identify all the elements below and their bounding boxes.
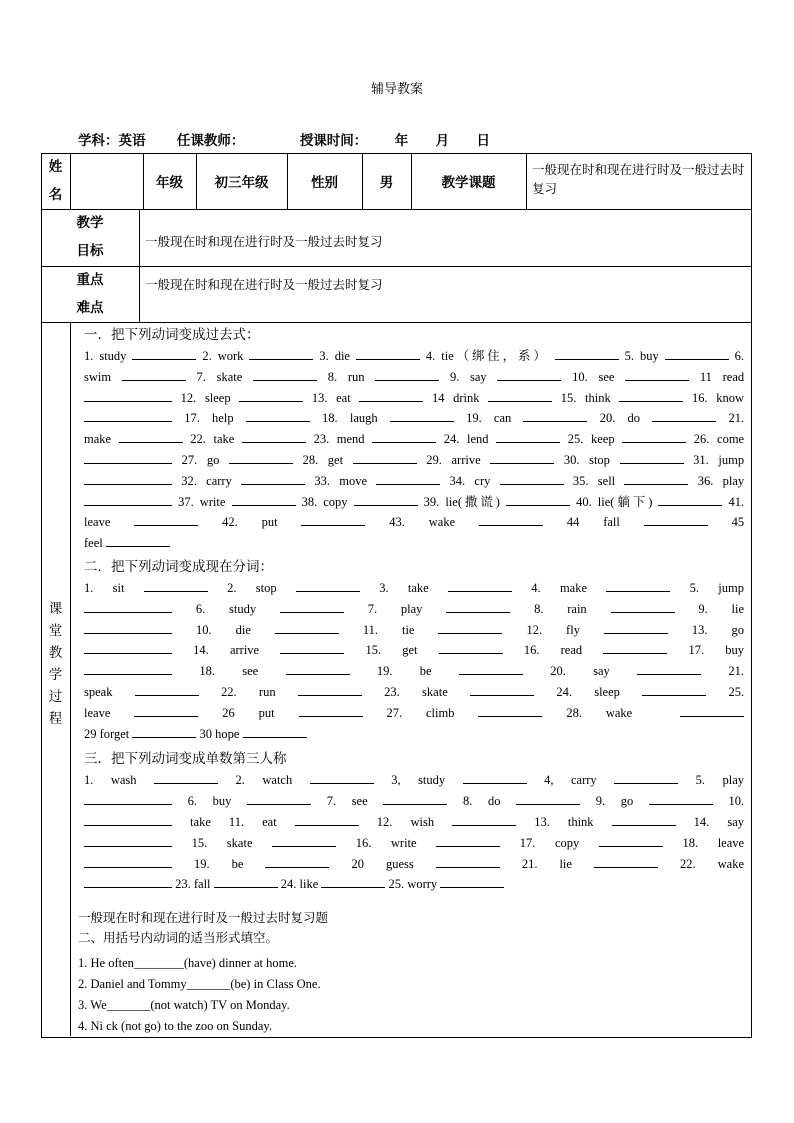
answer-blank[interactable] xyxy=(665,347,729,360)
answer-blank[interactable] xyxy=(122,368,186,381)
word-item: 23. skate xyxy=(384,684,448,699)
word-item: 12. fly xyxy=(526,622,580,637)
answer-blank[interactable] xyxy=(84,641,172,654)
answer-blank[interactable] xyxy=(624,472,688,485)
answer-blank[interactable] xyxy=(680,704,744,717)
table-divider xyxy=(41,266,751,267)
answer-blank[interactable] xyxy=(154,771,218,784)
word-item: 14. say xyxy=(693,814,744,829)
answer-blank[interactable] xyxy=(376,472,440,485)
answer-blank[interactable] xyxy=(611,600,675,613)
answer-blank[interactable] xyxy=(135,683,199,696)
answer-blank[interactable] xyxy=(463,771,527,784)
word-line xyxy=(84,346,744,367)
word-item: 21. xyxy=(728,411,744,426)
table-divider xyxy=(41,209,751,210)
word-item: 18. laugh xyxy=(322,411,378,426)
word-item: 13. eat xyxy=(311,390,351,405)
word-item: 2. watch xyxy=(235,773,293,788)
answer-blank[interactable] xyxy=(438,621,502,634)
word-item: 29 forget xyxy=(84,726,130,741)
answer-blank[interactable] xyxy=(555,347,619,360)
word-line xyxy=(84,492,744,513)
word-item: leave xyxy=(84,705,111,720)
word-item: 32. carry xyxy=(181,473,232,488)
answer-blank[interactable] xyxy=(436,834,500,847)
word-item: 22. run xyxy=(221,684,276,699)
answer-blank[interactable] xyxy=(84,855,172,868)
answer-blank[interactable] xyxy=(242,430,306,443)
answer-blank[interactable] xyxy=(353,451,417,464)
answer-blank[interactable] xyxy=(321,875,385,888)
word-item: 6. study xyxy=(195,601,257,616)
answer-blank[interactable] xyxy=(84,662,172,675)
answer-blank[interactable] xyxy=(144,579,208,592)
word-line xyxy=(84,512,744,533)
table-divider xyxy=(526,153,527,209)
teacher-label: 任课教师： xyxy=(176,133,245,149)
answer-blank[interactable] xyxy=(265,855,329,868)
answer-blank[interactable] xyxy=(134,704,198,717)
word-item: 26 put xyxy=(222,705,275,720)
answer-blank[interactable] xyxy=(280,641,344,654)
answer-blank[interactable] xyxy=(84,389,172,402)
answer-blank[interactable] xyxy=(436,855,500,868)
exercise-instruction: 二、用括号内动词的适当形式填空。 xyxy=(78,930,279,945)
word-item: 5. play xyxy=(695,773,744,788)
word-item: 21. lie xyxy=(521,856,572,871)
answer-blank[interactable] xyxy=(604,621,668,634)
word-line xyxy=(84,703,744,724)
word-line xyxy=(84,578,744,599)
answer-blank[interactable] xyxy=(84,451,172,464)
word-line xyxy=(84,533,744,554)
key-label: 重点 难点 xyxy=(76,272,104,316)
word-item: 15. get xyxy=(365,643,418,658)
answer-blank[interactable] xyxy=(275,621,339,634)
answer-blank[interactable] xyxy=(459,662,523,675)
answer-blank[interactable] xyxy=(606,579,670,592)
answer-blank[interactable] xyxy=(84,834,172,847)
answer-blank[interactable] xyxy=(299,704,363,717)
answer-blank[interactable] xyxy=(496,430,560,443)
word-item: 43. wake xyxy=(389,515,456,530)
word-item: 1. sit xyxy=(84,580,125,595)
word-item: 20. do xyxy=(599,411,641,426)
word-item: 9. go xyxy=(595,794,634,809)
word-line xyxy=(84,599,744,620)
word-item: 28. wake xyxy=(566,705,657,720)
word-line xyxy=(84,471,744,492)
answer-blank[interactable] xyxy=(620,451,684,464)
answer-blank[interactable] xyxy=(478,704,542,717)
answer-blank[interactable] xyxy=(132,347,196,360)
exercise-item: 4. Ni ck (not go) to the zoo on Sunday. xyxy=(78,1019,272,1033)
word-item: speak xyxy=(84,684,113,699)
word-line xyxy=(84,791,744,812)
word-item: 2. work xyxy=(202,349,244,363)
word-item: 25. xyxy=(728,684,744,699)
answer-blank[interactable] xyxy=(84,792,172,805)
key-value: 一般现在时和现在进行时及一般过去时复习 xyxy=(145,277,383,292)
grade-label: 年级 xyxy=(156,175,183,191)
answer-blank[interactable] xyxy=(622,430,686,443)
word-item: leave xyxy=(84,515,111,530)
word-item: 10. die xyxy=(195,622,251,637)
answer-blank[interactable] xyxy=(383,792,447,805)
word-item: 5. jump xyxy=(689,580,744,595)
answer-blank[interactable] xyxy=(375,368,439,381)
answer-blank[interactable] xyxy=(106,534,170,547)
word-item: 19. be xyxy=(376,664,432,679)
word-item: 8. do xyxy=(462,794,501,809)
word-line xyxy=(84,682,744,703)
word-line xyxy=(84,724,744,745)
word-item: 17. help xyxy=(184,411,234,426)
word-item: 16. know xyxy=(692,390,744,405)
answer-blank[interactable] xyxy=(642,683,706,696)
word-item: 40. lie(躺下) xyxy=(576,494,653,509)
word-item: 22. take xyxy=(190,432,235,447)
word-item: 1. study xyxy=(84,349,127,363)
word-item: 24. like xyxy=(280,877,319,892)
word-item: make xyxy=(84,432,112,447)
answer-blank[interactable] xyxy=(249,347,313,360)
answer-blank[interactable] xyxy=(232,493,296,506)
word-item: 11. tie xyxy=(362,622,415,637)
word-item: 20 guess xyxy=(351,856,414,871)
answer-blank[interactable] xyxy=(84,472,172,485)
word-item: 3, study xyxy=(391,773,446,788)
word-item: 2. stop xyxy=(227,580,277,595)
answer-blank[interactable] xyxy=(439,641,503,654)
answer-blank[interactable] xyxy=(594,855,658,868)
answer-blank[interactable] xyxy=(239,389,303,402)
word-item: 4. make xyxy=(531,580,588,595)
answer-blank[interactable] xyxy=(84,600,172,613)
word-item: 44 fall xyxy=(566,515,620,530)
word-item: 4, carry xyxy=(544,773,597,788)
word-item: 17. buy xyxy=(688,643,744,658)
word-item: 12. wish xyxy=(376,814,435,829)
word-line xyxy=(84,388,744,409)
answer-blank[interactable] xyxy=(295,813,359,826)
section-heading: 二．把下列动词变成现在分词： xyxy=(84,558,273,575)
word-item: 8. rain xyxy=(534,601,587,616)
answer-blank[interactable] xyxy=(452,813,516,826)
word-item: 19. be xyxy=(194,856,244,871)
answer-blank[interactable] xyxy=(310,771,374,784)
section-heading: 三．把下列动词变成单数第三人称 xyxy=(84,751,287,768)
table-divider xyxy=(139,209,140,322)
answer-blank[interactable] xyxy=(390,409,454,422)
answer-blank[interactable] xyxy=(214,875,278,888)
day-label: 日 xyxy=(476,133,491,149)
year-label: 年 xyxy=(394,133,409,149)
word-line xyxy=(84,661,744,682)
word-item: 30 hope xyxy=(199,726,240,741)
answer-blank[interactable] xyxy=(523,409,587,422)
answer-blank[interactable] xyxy=(612,813,676,826)
answer-blank[interactable] xyxy=(644,513,708,526)
word-item: 24. sleep xyxy=(556,684,620,699)
word-item: 25. keep xyxy=(567,432,615,447)
word-item: 8. run xyxy=(327,369,365,384)
answer-blank[interactable] xyxy=(470,683,534,696)
word-item: 4. tie（绑住，系） xyxy=(425,349,549,363)
time-label: 授课时间： xyxy=(299,133,368,149)
exercise-item: 3. We_______(not watch) TV on Monday. xyxy=(78,998,290,1012)
name-label: 姓 名 xyxy=(48,159,63,203)
word-item: 27. go xyxy=(181,452,220,467)
answer-blank[interactable] xyxy=(84,493,172,506)
answer-blank[interactable] xyxy=(132,725,196,738)
word-line xyxy=(84,408,744,429)
answer-blank[interactable] xyxy=(500,472,564,485)
word-item: 33. move xyxy=(314,473,368,488)
word-item: 13. think xyxy=(534,814,594,829)
word-item: 19. can xyxy=(466,411,512,426)
answer-blank[interactable] xyxy=(241,472,305,485)
word-item: 18. leave xyxy=(682,835,744,850)
word-item: 45 xyxy=(731,515,744,530)
answer-blank[interactable] xyxy=(134,513,198,526)
exercise-item: 1. He often________(have) dinner at home. xyxy=(78,956,298,970)
word-item: 42. put xyxy=(222,515,278,530)
word-item: 11 read xyxy=(699,369,744,384)
answer-blank[interactable] xyxy=(599,834,663,847)
word-line xyxy=(84,874,744,895)
answer-blank[interactable] xyxy=(243,725,307,738)
answer-blank[interactable] xyxy=(301,513,365,526)
exercise-item: 2. Daniel and Tommy_______(be) in Class One. xyxy=(78,977,321,991)
word-item: 30. stop xyxy=(563,452,610,467)
document-title: 辅导教案 xyxy=(370,82,423,97)
word-line xyxy=(84,812,744,833)
word-item: 7. skate xyxy=(196,369,243,384)
word-item: 10. see xyxy=(572,369,615,384)
gender-label: 性别 xyxy=(311,175,338,191)
word-item: 23. mend xyxy=(313,432,365,447)
answer-blank[interactable] xyxy=(356,347,420,360)
exercise-sections xyxy=(84,324,744,895)
word-item: 14. arrive xyxy=(193,643,260,658)
word-line xyxy=(84,833,744,854)
answer-blank[interactable] xyxy=(296,579,360,592)
word-item: 36. play xyxy=(697,473,744,488)
month-label: 月 xyxy=(435,133,450,149)
word-item: 16. read xyxy=(523,643,583,658)
word-item: 3. take xyxy=(379,580,429,595)
answer-blank[interactable] xyxy=(247,792,311,805)
answer-blank[interactable] xyxy=(625,368,689,381)
table-divider xyxy=(70,322,71,1036)
word-item: 15. think xyxy=(560,390,611,405)
word-item: 6. buy xyxy=(187,794,232,809)
word-line xyxy=(84,429,744,450)
word-item: 7. play xyxy=(367,601,423,616)
answer-blank[interactable] xyxy=(280,600,344,613)
answer-blank[interactable] xyxy=(119,430,183,443)
gender-value: 男 xyxy=(379,175,394,191)
word-item: 5. buy xyxy=(624,349,659,363)
word-item: swim xyxy=(84,369,112,384)
goal-label: 教学 目标 xyxy=(76,215,104,259)
subject-label: 学科：英语 xyxy=(78,133,146,149)
word-item: 41. xyxy=(728,494,744,509)
table-divider xyxy=(41,322,751,323)
lesson-meta xyxy=(78,129,490,149)
answer-blank[interactable] xyxy=(298,683,362,696)
word-item: 17. copy xyxy=(519,835,580,850)
answer-blank[interactable] xyxy=(84,813,172,826)
word-item: 16. write xyxy=(355,835,417,850)
word-item: 27. climb xyxy=(386,705,455,720)
answer-blank[interactable] xyxy=(446,600,510,613)
answer-blank[interactable] xyxy=(372,430,436,443)
word-item: 34. cry xyxy=(449,473,491,488)
word-item: 20. say xyxy=(550,664,610,679)
answer-blank[interactable] xyxy=(84,409,172,422)
answer-blank[interactable] xyxy=(488,389,552,402)
word-item: 29. arrive xyxy=(426,452,481,467)
word-item: 12. sleep xyxy=(180,390,231,405)
word-item: 28. get xyxy=(302,452,344,467)
answer-blank[interactable] xyxy=(359,389,423,402)
answer-blank[interactable] xyxy=(246,409,310,422)
answer-blank[interactable] xyxy=(479,513,543,526)
answer-blank[interactable] xyxy=(658,493,722,506)
answer-blank[interactable] xyxy=(506,493,570,506)
word-item: 18. see xyxy=(199,664,259,679)
word-line xyxy=(84,770,744,791)
word-item: 38. copy xyxy=(301,494,348,509)
answer-blank[interactable] xyxy=(253,368,317,381)
word-item: 13. go xyxy=(691,622,744,637)
word-item: 23. fall xyxy=(175,877,211,892)
word-item: 35. sell xyxy=(572,473,616,488)
answer-blank[interactable] xyxy=(490,451,554,464)
word-item: 24. lend xyxy=(443,432,489,447)
goal-value: 一般现在时和现在进行时及一般过去时复习 xyxy=(145,234,383,249)
word-item: 25. worry xyxy=(388,877,438,892)
answer-blank[interactable] xyxy=(286,662,350,675)
word-item: feel xyxy=(84,536,103,551)
word-item: 37. write xyxy=(178,494,226,509)
word-item: 9. lie xyxy=(698,601,744,616)
topic-label: 教学课题 xyxy=(441,175,496,191)
answer-blank[interactable] xyxy=(516,792,580,805)
answer-blank[interactable] xyxy=(448,579,512,592)
answer-blank[interactable] xyxy=(272,834,336,847)
word-item: 39. lie(撒谎) xyxy=(423,494,500,509)
word-item: 31. jump xyxy=(693,452,744,467)
process-label: 课 堂 教 学 过 程 xyxy=(48,601,63,727)
answer-blank[interactable] xyxy=(652,409,716,422)
word-item: 7. see xyxy=(326,794,368,809)
word-line xyxy=(84,620,744,641)
word-item: 1. wash xyxy=(84,773,137,788)
word-item: 9. say xyxy=(449,369,487,384)
word-line xyxy=(84,854,744,875)
table-divider xyxy=(70,153,71,209)
answer-blank[interactable] xyxy=(614,771,678,784)
word-item: 15. skate xyxy=(191,835,253,850)
grade-value: 初三年级 xyxy=(214,175,269,191)
word-line xyxy=(84,640,744,661)
word-item: 14 drink xyxy=(431,390,480,405)
topic-value: 一般现在时和现在进行时及一般过去时复习 xyxy=(532,162,745,196)
answer-blank[interactable] xyxy=(497,368,561,381)
answer-blank[interactable] xyxy=(354,493,418,506)
word-item: 3. die xyxy=(319,349,350,363)
word-item: 10. xyxy=(728,794,744,809)
word-item: take 11. eat xyxy=(190,814,277,829)
answer-blank[interactable] xyxy=(603,641,667,654)
answer-blank[interactable] xyxy=(649,792,713,805)
word-line xyxy=(84,367,744,388)
word-line xyxy=(84,450,744,471)
answer-blank[interactable] xyxy=(619,389,683,402)
answer-blank[interactable] xyxy=(637,662,701,675)
answer-blank[interactable] xyxy=(229,451,293,464)
word-item: 26. come xyxy=(693,432,744,447)
word-item: 6. xyxy=(734,349,744,363)
review-exercise xyxy=(78,907,738,1037)
answer-blank[interactable] xyxy=(440,875,504,888)
exercise-title: 一般现在时和现在进行时及一般过去时复习题 xyxy=(78,910,329,925)
answer-blank[interactable] xyxy=(84,875,172,888)
word-item: 21. xyxy=(728,664,744,679)
word-item: 22. wake xyxy=(679,856,744,871)
section-heading: 一．把下列动词变成过去式： xyxy=(84,327,260,343)
answer-blank[interactable] xyxy=(84,621,172,634)
